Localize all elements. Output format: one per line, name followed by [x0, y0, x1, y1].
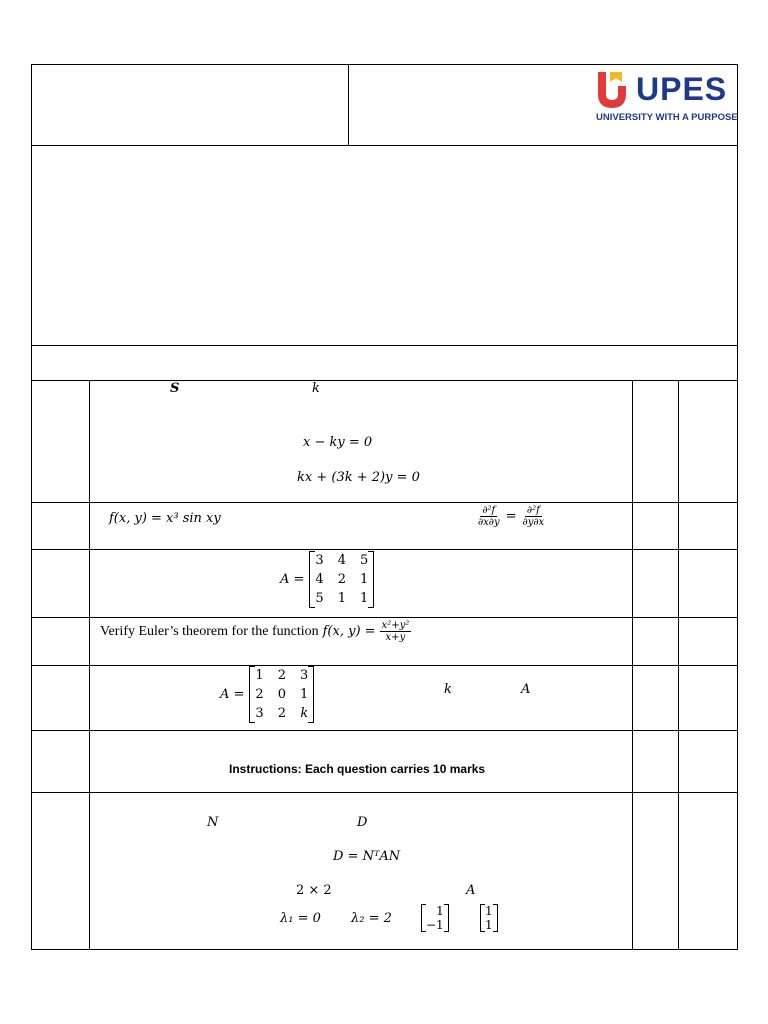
table-row-divider	[31, 730, 738, 731]
euler-text: Verify Euler’s theorem for the function	[100, 623, 319, 639]
logo-tagline: UNIVERSITY WITH A PURPOSE	[596, 112, 738, 123]
matrix-size: 2 × 2	[296, 883, 332, 898]
lhs-denominator: ∂x∂y	[478, 517, 500, 528]
header-left-cell	[31, 64, 349, 146]
symbol-a: A	[521, 682, 531, 697]
mixed-partials-equation	[476, 505, 546, 528]
eigenvalue-2: λ₂ = 2	[351, 911, 392, 926]
symbol-k: k	[312, 381, 320, 396]
matrix-a2: 1 2 3 2 0 1 3 2 k	[249, 666, 314, 723]
table-row-divider	[31, 549, 738, 550]
euler-function: f(x, y) =	[322, 624, 376, 639]
table-row-divider	[31, 502, 738, 503]
eigenvector-2: 1 1	[480, 904, 498, 932]
logo-wordmark: UPES	[636, 71, 728, 107]
rhs-denominator: ∂y∂x	[522, 517, 545, 528]
section-bar	[31, 345, 738, 381]
upes-logo	[596, 70, 736, 130]
euler-numerator: x²+y²	[381, 620, 410, 631]
matrix-label: A =	[220, 687, 245, 702]
matrix-label: A =	[280, 572, 305, 587]
equation-1: x − ky = 0	[303, 435, 373, 450]
rhs-numerator: ∂²f	[526, 505, 540, 516]
equation-2: kx + (3k + 2)y = 0	[297, 470, 420, 485]
lhs-numerator: ∂²f	[482, 505, 496, 516]
euler-denominator: x+y	[385, 632, 406, 643]
symbol-d: D	[357, 815, 368, 830]
matrix-a-expression	[280, 551, 374, 608]
euler-question	[100, 620, 411, 643]
equals-sign: =	[505, 509, 517, 524]
info-section	[31, 145, 738, 346]
diagonalization-equation: D = NᵀAN	[333, 849, 401, 864]
symbol-a-2: A	[466, 883, 476, 898]
symbol-s: S	[170, 381, 180, 396]
symbol-k-2: k	[444, 682, 452, 697]
matrix-a2-expression	[220, 666, 314, 723]
matrix-a: 3 4 5 4 2 1 5 1 1	[309, 551, 374, 608]
upes-logo-mark	[596, 70, 630, 110]
instructions-text: Instructions: Each question carries 10 marks	[229, 762, 486, 776]
table-row-divider	[31, 792, 738, 793]
eigenvector-1: 1 −1	[421, 904, 449, 932]
symbol-n: N	[207, 815, 219, 830]
function-f: f(x, y) = x³ sin xy	[109, 511, 221, 526]
table-row-divider	[31, 665, 738, 666]
table-row-divider	[31, 617, 738, 618]
eigenvalue-1: λ₁ = 0	[280, 911, 321, 926]
